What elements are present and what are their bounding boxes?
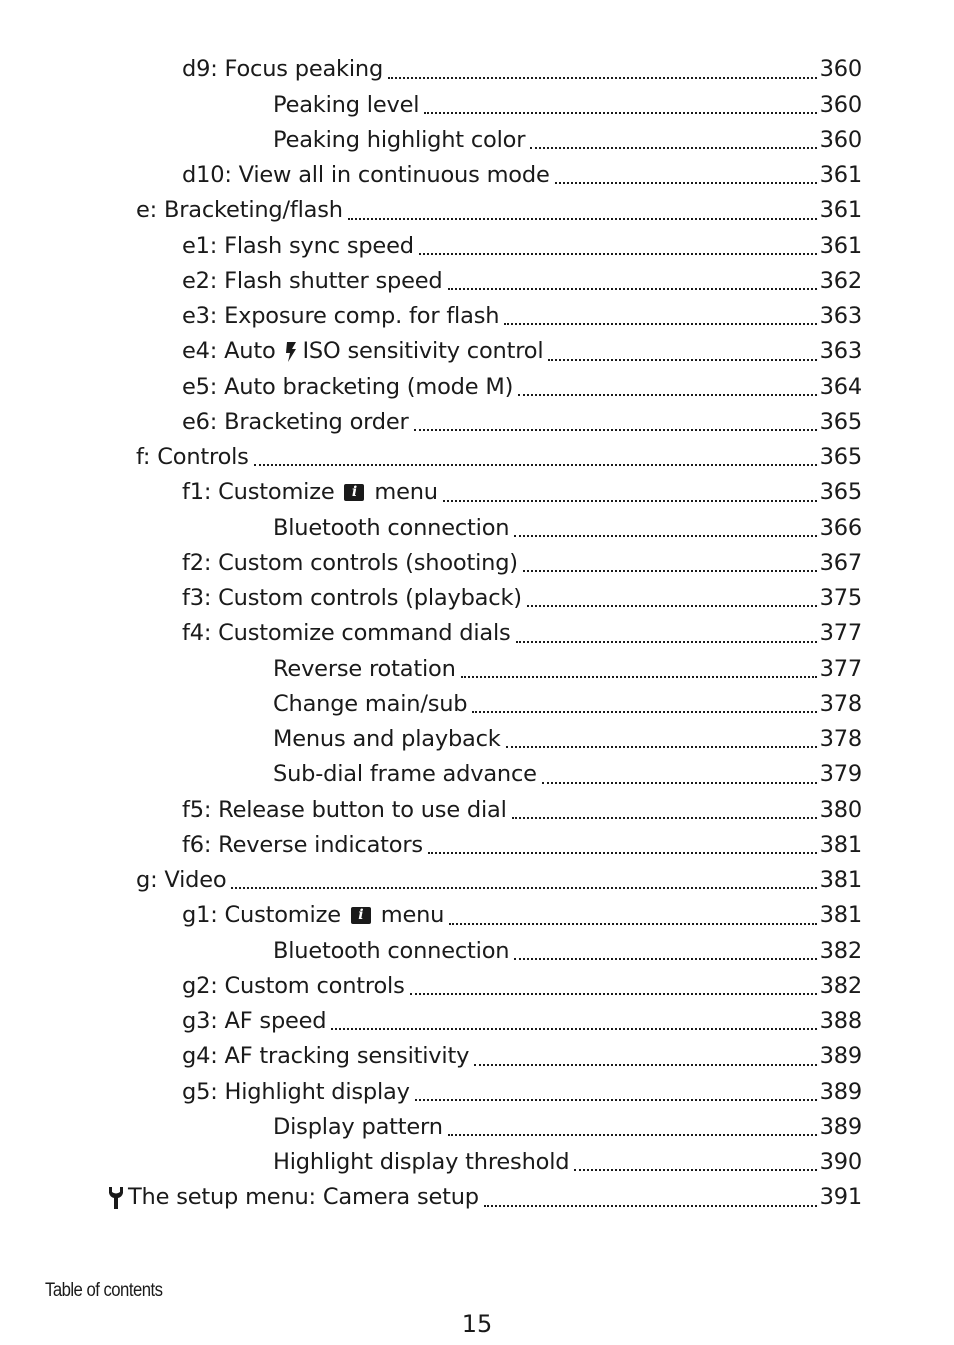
- dot-leader: [512, 817, 817, 819]
- toc-entry-page: 361: [819, 197, 862, 224]
- toc-entry[interactable]: [0, 722, 954, 757]
- toc-entry[interactable]: [0, 651, 954, 686]
- toc-entry[interactable]: [0, 369, 954, 404]
- toc-entry-text: g1: Customize: [182, 902, 341, 929]
- toc-entry-page: 363: [819, 303, 862, 330]
- toc-entry-text: menu: [380, 902, 445, 929]
- toc-entry-label: [136, 199, 343, 222]
- toc-entry-label: [182, 373, 514, 400]
- toc-entry-page: 378: [819, 690, 862, 717]
- toc-entry-label: [136, 446, 249, 469]
- toc-entry[interactable]: [0, 1110, 954, 1145]
- toc-entry-label: [273, 1113, 443, 1140]
- toc-entry-text: e1: Flash sync speed: [182, 232, 414, 259]
- toc-entry-page: 378: [819, 726, 862, 753]
- toc-entry-text: e5: Auto bracketing (mode M): [182, 373, 514, 400]
- toc-entry-text: Sub-dial frame advance: [273, 761, 537, 788]
- toc-entry[interactable]: [0, 1004, 954, 1039]
- toc-entry-text: e2: Flash shutter speed: [182, 267, 443, 294]
- toc-entry-text: f2: Custom controls (shooting): [182, 549, 518, 576]
- toc-entry-label: [182, 831, 423, 858]
- dot-leader: [574, 1169, 816, 1171]
- dot-leader: [518, 394, 816, 396]
- toc-entry[interactable]: [0, 52, 954, 87]
- dot-leader: [449, 923, 816, 925]
- dot-leader: [424, 112, 816, 114]
- wrench-icon: [108, 1186, 124, 1210]
- toc-entry-text: Reverse rotation: [273, 655, 456, 682]
- dot-leader: [527, 605, 817, 607]
- toc-entry-text: g3: AF speed: [182, 1008, 327, 1035]
- toc-entry-page: 389: [819, 1078, 862, 1105]
- toc-entry-label: [273, 514, 510, 541]
- dot-leader: [548, 359, 816, 361]
- toc-entry-label: [182, 622, 511, 645]
- toc-entry-label: [136, 869, 226, 892]
- toc-entry-label: [182, 232, 414, 259]
- dot-leader: [443, 500, 817, 502]
- table-of-contents: [0, 52, 954, 1215]
- flash-icon: [284, 341, 298, 363]
- toc-entry[interactable]: [0, 898, 954, 933]
- dot-leader: [516, 641, 817, 643]
- toc-entry[interactable]: [0, 158, 954, 193]
- toc-entry-page: 366: [819, 514, 862, 541]
- toc-entry-text: The setup menu: Camera setup: [128, 1184, 479, 1211]
- toc-entry-label: [182, 904, 444, 927]
- toc-entry[interactable]: [0, 863, 954, 898]
- toc-entry-page: 381: [819, 831, 862, 858]
- dot-leader: [254, 464, 817, 466]
- toc-entry-text: Change main/sub: [273, 690, 468, 717]
- dot-leader: [514, 958, 816, 960]
- dot-leader: [419, 253, 817, 255]
- toc-entry-page: 377: [819, 655, 862, 682]
- dot-leader: [448, 1134, 817, 1136]
- toc-entry-page: 390: [819, 1149, 862, 1176]
- toc-entry-text: e3: Exposure comp. for flash: [182, 303, 500, 330]
- toc-entry[interactable]: [0, 87, 954, 122]
- dot-leader: [504, 323, 816, 325]
- dot-leader: [514, 535, 816, 537]
- i-menu-icon: i: [344, 484, 364, 501]
- toc-entry-text: Bluetooth connection: [273, 514, 510, 541]
- toc-entry-text: f4: Customize command dials: [182, 620, 511, 647]
- dot-leader: [231, 887, 816, 889]
- toc-entry[interactable]: [0, 1039, 954, 1074]
- toc-entry[interactable]: [0, 933, 954, 968]
- toc-entry[interactable]: [0, 405, 954, 440]
- dot-leader: [448, 288, 817, 290]
- dot-leader: [415, 1099, 817, 1101]
- toc-entry-text: f: Controls: [136, 444, 249, 471]
- toc-entry-label: [273, 126, 526, 153]
- toc-entry-page: 362: [819, 267, 862, 294]
- dot-leader: [530, 147, 816, 149]
- toc-entry-label: [273, 655, 456, 682]
- toc-entry[interactable]: [0, 757, 954, 792]
- toc-entry-page: 364: [819, 373, 862, 400]
- toc-entry-text: Peaking highlight color: [273, 126, 526, 153]
- toc-entry[interactable]: [0, 1180, 954, 1215]
- toc-entry-page: 381: [819, 902, 862, 929]
- toc-entry-text: Bluetooth connection: [273, 937, 510, 964]
- toc-entry-text: g2: Custom controls: [182, 972, 405, 999]
- toc-entry-label: [182, 267, 443, 294]
- toc-entry-label: [182, 1010, 326, 1033]
- toc-entry-label: [182, 1078, 410, 1105]
- toc-entry-page: 361: [819, 232, 862, 259]
- toc-entry-page: 360: [819, 56, 862, 83]
- toc-entry-page: 365: [819, 408, 862, 435]
- toc-entry-text: e: Bracketing/flash: [136, 197, 343, 224]
- toc-entry-text: Menus and playback: [273, 726, 501, 753]
- toc-entry-label: [273, 690, 468, 717]
- toc-entry[interactable]: [0, 969, 954, 1004]
- toc-entry-text: f1: Customize: [182, 479, 335, 506]
- dot-leader: [428, 852, 817, 854]
- toc-entry[interactable]: [0, 581, 954, 616]
- dot-leader: [410, 993, 817, 995]
- dot-leader: [555, 182, 817, 184]
- toc-entry-text: g4: AF tracking sensitivity: [182, 1043, 470, 1070]
- toc-entry-page: 360: [819, 126, 862, 153]
- toc-entry-page: 389: [819, 1113, 862, 1140]
- toc-entry[interactable]: [0, 1074, 954, 1109]
- toc-entry[interactable]: [0, 687, 954, 722]
- toc-entry-page: 360: [819, 91, 862, 118]
- toc-entry-text: Peaking level: [273, 91, 420, 118]
- toc-entry[interactable]: [0, 475, 954, 510]
- toc-entry-text: e4: Auto: [182, 338, 276, 365]
- toc-entry-label: [182, 408, 409, 435]
- toc-entry-label: [182, 481, 438, 504]
- dot-leader: [388, 77, 817, 79]
- toc-entry[interactable]: [0, 334, 954, 369]
- toc-entry-text: f3: Custom controls (playback): [182, 585, 522, 612]
- toc-entry[interactable]: [0, 616, 954, 651]
- toc-entry-label: [182, 340, 543, 363]
- toc-entry-label: [273, 91, 420, 118]
- dot-leader: [523, 570, 817, 572]
- toc-entry-page: 365: [819, 479, 862, 506]
- toc-entry-page: 388: [819, 1008, 862, 1035]
- dot-leader: [414, 429, 817, 431]
- footer-section-label: Table of contents: [45, 1280, 163, 1301]
- toc-entry-label: [182, 1045, 469, 1068]
- toc-entry-text: e6: Bracketing order: [182, 408, 409, 435]
- toc-entry[interactable]: [0, 299, 954, 334]
- toc-entry-page: 363: [819, 338, 862, 365]
- toc-entry-label: [182, 305, 499, 328]
- toc-entry-page: 381: [819, 867, 862, 894]
- dot-leader: [331, 1028, 816, 1030]
- dot-leader: [484, 1205, 817, 1207]
- toc-entry-text: Display pattern: [273, 1113, 443, 1140]
- toc-entry-label: [182, 164, 550, 187]
- toc-entry-page: 361: [819, 162, 862, 189]
- toc-entry[interactable]: [0, 264, 954, 299]
- toc-entry[interactable]: [0, 193, 954, 228]
- toc-entry-label: [182, 549, 518, 576]
- toc-entry-page: 365: [819, 444, 862, 471]
- dot-leader: [472, 711, 816, 713]
- dot-leader: [348, 218, 817, 220]
- toc-entry-label: [273, 937, 510, 964]
- toc-entry-page: 367: [819, 549, 862, 576]
- toc-entry-text: ISO sensitivity control: [302, 338, 544, 365]
- toc-entry[interactable]: [0, 792, 954, 827]
- toc-entry-label: [273, 1151, 569, 1174]
- toc-entry[interactable]: [0, 546, 954, 581]
- toc-entry-page: 375: [819, 585, 862, 612]
- toc-entry-label: [182, 972, 405, 999]
- toc-entry-text: f5: Release button to use dial: [182, 796, 507, 823]
- toc-entry-page: 379: [819, 761, 862, 788]
- toc-entry-label: [108, 1186, 479, 1210]
- toc-entry-label: [273, 763, 537, 786]
- toc-entry-label: [182, 796, 507, 823]
- dot-leader: [542, 782, 817, 784]
- toc-entry-text: d9: Focus peaking: [182, 56, 384, 83]
- toc-entry[interactable]: [0, 510, 954, 545]
- toc-entry-text: g: Video: [136, 867, 227, 894]
- toc-entry-page: 382: [819, 937, 862, 964]
- dot-leader: [506, 746, 817, 748]
- toc-entry[interactable]: [0, 1145, 954, 1180]
- toc-entry-text: f6: Reverse indicators: [182, 831, 423, 858]
- toc-entry-page: 382: [819, 972, 862, 999]
- toc-entry-page: 377: [819, 620, 862, 647]
- toc-entry[interactable]: [0, 123, 954, 158]
- toc-entry-text: d10: View all in continuous mode: [182, 162, 550, 189]
- dot-leader: [474, 1064, 816, 1066]
- toc-entry[interactable]: [0, 228, 954, 263]
- toc-entry-page: 391: [819, 1184, 862, 1211]
- i-menu-icon: i: [351, 907, 371, 924]
- toc-entry-page: 380: [819, 796, 862, 823]
- toc-entry[interactable]: [0, 440, 954, 475]
- toc-entry-label: [182, 587, 522, 610]
- toc-entry-label: [273, 728, 501, 751]
- page-number: 15: [461, 1310, 493, 1338]
- toc-entry-text: g5: Highlight display: [182, 1078, 410, 1105]
- toc-entry-label: [182, 58, 383, 81]
- toc-entry-text: menu: [374, 479, 438, 506]
- dot-leader: [461, 676, 817, 678]
- toc-entry-page: 389: [819, 1043, 862, 1070]
- toc-entry-text: Highlight display threshold: [273, 1149, 570, 1176]
- toc-entry[interactable]: [0, 828, 954, 863]
